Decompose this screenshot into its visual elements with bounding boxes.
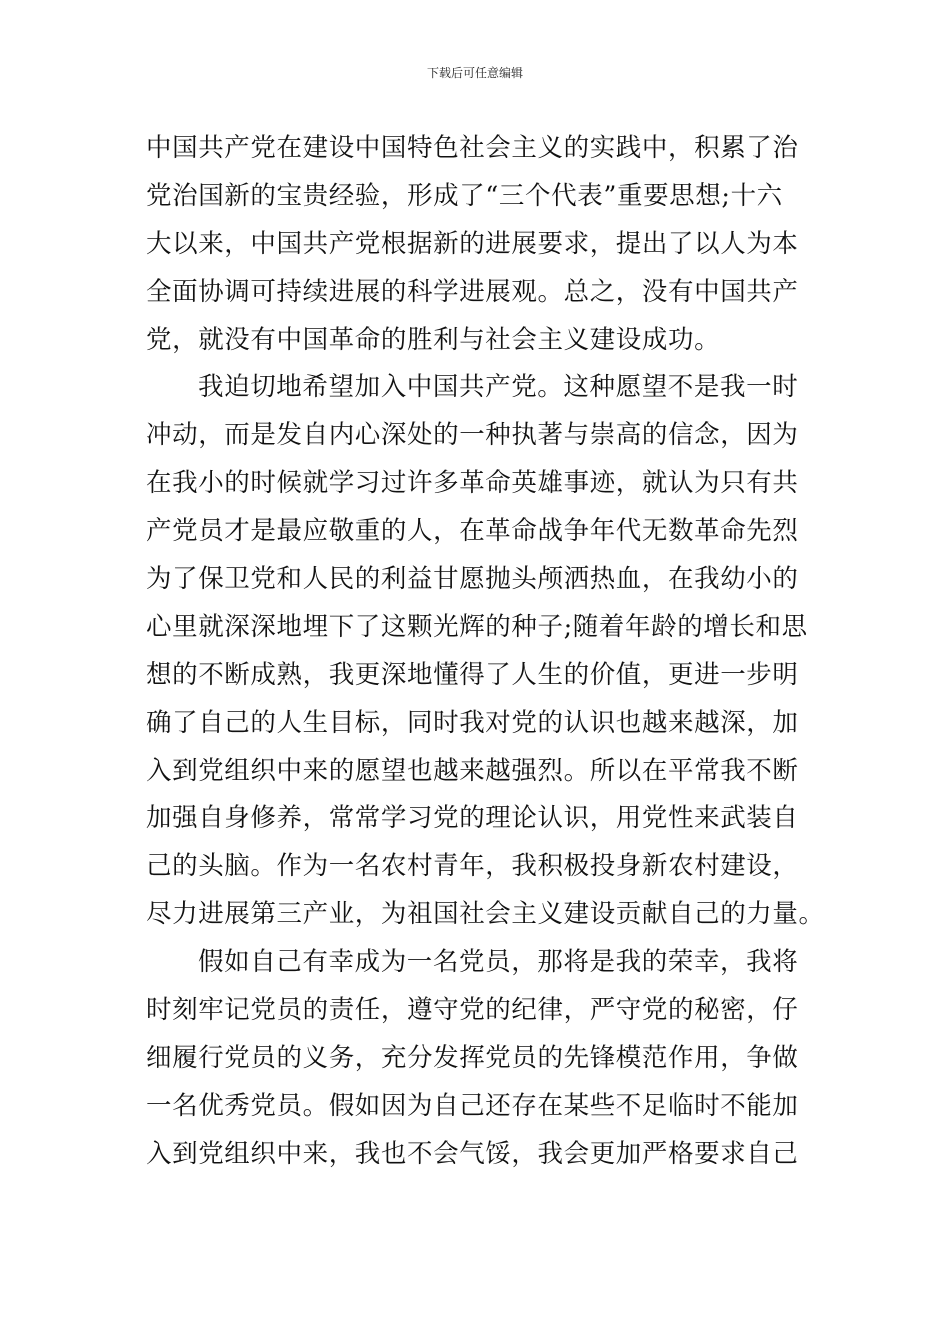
text-line: 产党员才是最应敬重的人，在革命战争年代无数革命先烈 <box>146 516 799 547</box>
text-line: 时刻牢记党员的责任，遵守党的纪律，严守党的秘密，仔 <box>146 995 799 1026</box>
text-line: 确了自己的人生目标，同时我对党的认识也越来越深，加 <box>146 707 799 738</box>
text-line: 细履行党员的义务，充分发挥党员的先锋模范作用，争做 <box>146 1042 799 1073</box>
text-line: 在我小的时候就学习过许多革命英雄事迹，就认为只有共 <box>146 468 799 499</box>
page-header: 下载后可任意编辑 <box>426 66 523 80</box>
text-line: 我迫切地希望加入中国共产党。这种愿望不是我一时 <box>198 372 799 403</box>
text-line: 入到党组织中来，我也不会气馁，我会更加严格要求自己 <box>146 1138 799 1169</box>
text-line: 想的不断成熟，我更深地懂得了人生的价值，更进一步明 <box>146 659 799 690</box>
text-line: 党，就没有中国革命的胜利与社会主义建设成功。 <box>146 324 721 355</box>
text-line: 己的头脑。作为一名农村青年，我积极投身新农村建设， <box>146 851 799 882</box>
text-line: 中国共产党在建设中国特色社会主义的实践中，积累了治 <box>146 133 799 163</box>
text-line: 入到党组织中来的愿望也越来越强烈。所以在平常我不断 <box>146 755 799 786</box>
text-line: 冲动，而是发自内心深处的一种执著与崇高的信念，因为 <box>146 420 799 451</box>
text-line: 心里就深深地埋下了这颗光辉的种子;随着年龄的增长和思 <box>146 611 808 642</box>
text-line: 党治国新的宝贵经验，形成了“三个代表”重要思想;十六 <box>146 180 783 211</box>
text-line: 加强自身修养，常常学习党的理论认识，用党性来武装自 <box>146 803 799 834</box>
text-line: 尽力进展第三产业，为祖国社会主义建设贡献自己的力量。 <box>146 899 825 930</box>
text-line: 假如自己有幸成为一名党员，那将是我的荣幸，我将 <box>198 947 799 978</box>
text-line: 为了保卫党和人民的利益甘愿抛头颅洒热血，在我幼小的 <box>146 564 799 595</box>
text-line: 大以来，中国共产党根据新的进展要求，提出了以人为本 <box>146 228 799 259</box>
document-body <box>146 125 826 1179</box>
text-line: 一名优秀党员。假如因为自己还存在某些不足临时不能加 <box>146 1090 799 1121</box>
text-line: 全面协调可持续进展的科学进展观。总之，没有中国共产 <box>146 276 799 307</box>
